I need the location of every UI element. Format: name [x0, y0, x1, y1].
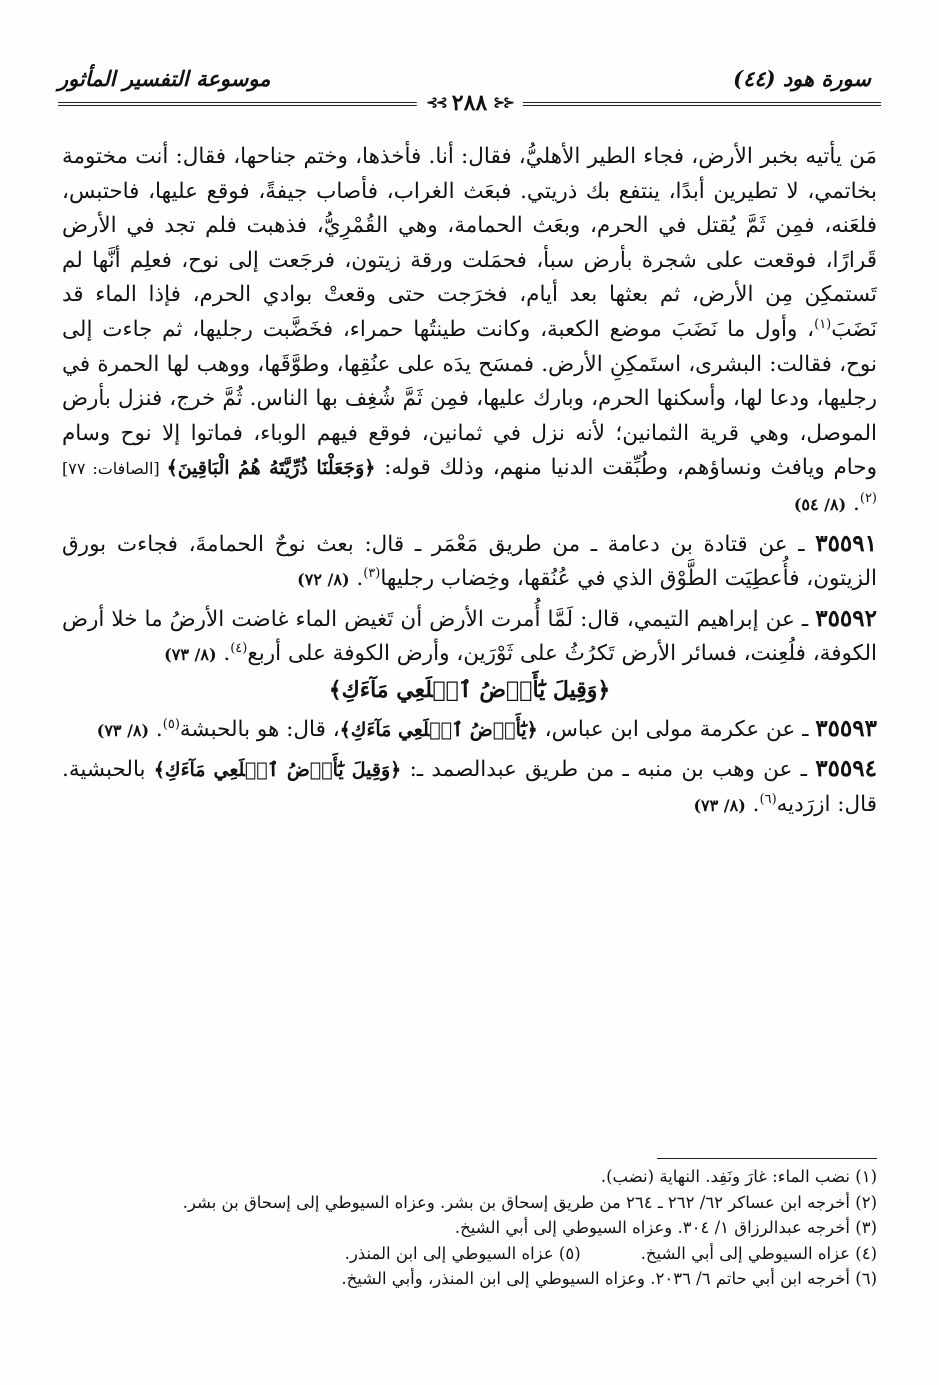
footnote-marker[interactable]: (٤): [230, 641, 248, 657]
volume-reference: (٨/ ٧٢): [297, 570, 350, 590]
ornament-left-icon: ⊱⊱: [426, 95, 446, 111]
quran-quote: ﴿وَقِيلَ يَٰٓأَرۡضُ ٱبۡلَعِي مَآءَكِ﴾: [153, 759, 402, 782]
volume-reference: (٨/ ٧٣): [693, 795, 746, 815]
ornament-right-icon: ⊰⊰: [493, 95, 513, 111]
narration-entry: ٣٥٥٩٣ ـ عن عكرمة مولى ابن عباس، ﴿يَٰٓأَرۡضُ ٱبۡلَعِي مَآءَكِ﴾، قال: هو بالحبشة$^{(٥)}$. (٨/ ٧٣): [96, 714, 877, 742]
entry-number: ٣٥٥٩٣: [815, 714, 877, 742]
entry-text: ـ عن قتادة بن دعامة ـ من طريق مَعْمَر ـ قال: بعث نوحٌ الحمامةَ، فجاءت بورق الزيتون، فأُعطِيَت الطَّوْق الذي في عُنُقها، وخِضاب رجليها: [62, 531, 877, 592]
footnote-line: (٢) أخرجه ابن عساكر ٦٢/ ٢٦٢ ـ ٢٦٤ من طريق إسحاق بن بشر. وعزاه السيوطي إلى إسحاق بن بشر.: [182, 1192, 877, 1212]
page-number: ٢٨٨: [451, 90, 488, 116]
footnote-marker[interactable]: (٥): [162, 716, 180, 732]
footnote-line-pair: [62, 1241, 877, 1267]
entry-number: ٣٥٥٩١: [815, 529, 877, 557]
footnote-marker[interactable]: (٦): [759, 791, 777, 807]
footnote-marker[interactable]: (١): [814, 316, 832, 332]
footnote-divider: [657, 1158, 877, 1159]
surah-title: سورة هود (٤٤): [733, 66, 871, 91]
narration-entry: ٣٥٥٩٢ ـ عن إبراهيم التيمي، قال: لَمَّا أُمرت الأرض أن تَغيض الماء غاضت الأرضُ ما خلا أرض الكوفة، فلُعِنت، فسائر الأرض تَكرُثُ على ثَوْرَين، وأرض الكوفة على أربع$^{(٤)}$. (٨/ ٧٣): [62, 604, 877, 667]
footnote-line: (١) نضب الماء: غارَ ونَفِد. النهاية (نضب).: [600, 1167, 877, 1186]
text-span: ، وأول ما نَضَبَ موضع الكعبة، وكانت طينتُها حمراء، فخَضَّبت رجليها، ثم جاءت إلى نوح، فقالت: البشرى، استَمكِنِ الأرض. فمسَح يدَه على عنُقِها، وطوَّقَها، ووهب لها الحمرة في رجليها، ودعا لها، وأسكنها الحرم، وبارك عليها، فمِن ثَمَّ شُغِف بها الناس. ثُمَّ خرج، فنزل بأرض الموصل، وهي قرية الثمانين؛ لأنه نزل في ثمانين، فوقع فيهم الوباء، فماتوا إلا نوح وسام وحام ويافث ونساؤهم، وطُبِّقت الدنيا منهم، وذلك قوله:: [62, 316, 877, 481]
narration-entry: ٣٥٥٩٤ ـ عن وهب بن منبه ـ من طريق عبدالصمد ـ: ﴿وَقِيلَ يَٰٓأَرۡضُ ٱبۡلَعِي مَآءَكِ﴾ بالحبشية. قال: ازرَديه$^{(٦)}$. (٨/ ٧٣): [62, 755, 877, 817]
footnote-item: (٤) عزاه السيوطي إلى أبي الشيخ.: [640, 1243, 877, 1263]
footnote-item: (٥) عزاه السيوطي إلى ابن المنذر.: [344, 1243, 581, 1263]
volume-reference: (٨/ ٥٤): [793, 494, 847, 514]
paragraph-continuation: مَن يأتيه بخبر الأرض، فجاء الطير الأهليُّ، فقال: أنا. فأخذها، وختم جناحها، فقال: أنت مختومة بخاتمي، لا تطيرين أبدًا، ينتفع بك ذريتي. فبعَث الغراب، فأصاب جيفةً، فوقع عليها، فاحتبس، فلعَنه، فمِن ثَمَّ يُقتل في الحرم، وبعَث الحمامة، وهي القُمْرِيُّ، فذهبت فلم تجد في الأرض قَرارًا، فوقعت على شجرة بأرض سبأ، فحمَلت ورقة زيتون، فرجَعت إلى نوح، فعلِم أنَّها لم تَستمكِن مِن الأرض، ثم بعثها بعد أيام، فخرَجت حتى وقعتْ بوادي الحرم، فإذا الماء قد نَضَبَ$^{(١)}$، وأول ما نَضَبَ موضع الكعبة، وكانت طينتُها حمراء، فخَضَّبت رجليها، ثم جاءت إلى نوح، فقالت: البشرى، استَمكِنِ الأرض. فمسَح يدَه على عنُقِها، وطوَّقَها، ووهب لها الحمرة في رجليها، ودعا لها، وأسكنها الحرم، وبارك عليها، فمِن ثَمَّ شُغِف بها الناس. ثُمَّ خرج، فنزل بأرض الموصل، وهي قرية الثمانين؛ لأنه نزل في ثمانين، فوقع فيهم الوباء، فماتوا إلا نوح وسام وحام ويافث ونساؤهم، وطُبِّقت الدنيا منهم، وذلك قوله: ﴿وَجَعَلْنَا ذُرِّيَّتَهُ هُمُ الْبَاقِينَ﴾ [الصافات: ٧٧]$^{(٢)}$. (٨/ ٥٤): [62, 144, 878, 516]
page-header: [58, 62, 881, 120]
footnote-line: (٣) أخرجه عبدالرزاق ١/ ٣٠٤. وعزاه السيوطي إلى أبي الشيخ.: [454, 1218, 877, 1237]
entry-text: بالحبشية. قال: ازرَديه: [62, 757, 877, 817]
entry-number: ٣٥٥٩٢: [815, 604, 877, 632]
narration-entry: ٣٥٥٩١ ـ عن قتادة بن دعامة ـ من طريق مَعْمَر ـ قال: بعث نوحٌ الحمامةَ، فجاءت بورق الزيتون، فأُعطِيَت الطَّوْق الذي في عُنُقها، وخِضاب رجليها$^{(٣)}$. (٨/ ٧٢): [62, 529, 877, 592]
entry-text: ـ عن عكرمة مولى ابن عباس،: [537, 716, 816, 742]
entry-text: ، قال: هو بالحبشة: [179, 716, 340, 742]
footnote-marker[interactable]: (٣): [363, 565, 381, 581]
volume-reference: (٨/ ٧٣): [164, 645, 217, 665]
verse-heading: ﴿وَقِيلَ يَٰٓأَرۡضُ ٱبۡلَعِي مَآءَكِ﴾: [328, 676, 611, 703]
quran-quote: ﴿يَٰٓأَرۡضُ ٱبۡلَعِي مَآءَكِ﴾: [339, 718, 538, 741]
footnote-marker[interactable]: (٢): [859, 490, 877, 506]
entry-text: ـ عن إبراهيم التيمي، قال: لَمَّا أُمرت الأرض أن تَغيض الماء غاضت الأرضُ ما خلا أرض الكوفة، فلُعِنت، فسائر الأرض تَكرُثُ على ثَوْرَين، وأرض الكوفة على أربع: [62, 606, 877, 667]
entry-number: ٣٥٥٩٤: [815, 755, 877, 783]
quran-quote: ﴿وَجَعَلْنَا ذُرِّيَّتَهُ هُمُ الْبَاقِينَ﴾: [166, 457, 376, 480]
text-span: مَن يأتيه بخبر الأرض، فجاء الطير الأهليُّ، فقال: أنا. فأخذها، وختم جناحها، فقال: أنت مختومة بخاتمي، لا تطيرين أبدًا، ينتفع بك ذريتي. فبعَث الغراب، فأصاب جيفةً، فوقع عليها، فاحتبس، فلعَنه، فمِن ثَمَّ يُقتل في الحرم، وبعَث الحمامة، وهي القُمْرِيُّ، فذهبت فلم تجد في الأرض قَرارًا، فوقعت على شجرة بأرض سبأ، فحمَلت ورقة زيتون، فرجَعت إلى نوح، فعلِم أنَّها لم تَستمكِن مِن الأرض، ثم بعثها بعد أيام، فخرَجت حتى وقعتْ بوادي الحرم، فإذا الماء قد نَضَبَ: [62, 144, 878, 342]
footnote-line: (٦) أخرجه ابن أبي حاتم ٦/ ٢٠٣٦. وعزاه السيوطي إلى ابن المنذر، وأبي الشيخ.: [341, 1269, 877, 1288]
quran-source: [الصافات: ٧٧]: [62, 459, 167, 479]
main-text: [62, 140, 877, 823]
page-number-box: [416, 90, 522, 116]
book-title: موسوعة التفسير المأثور: [58, 66, 271, 91]
volume-reference: (٨/ ٧٣): [96, 720, 150, 740]
entry-text: ـ عن وهب بن منبه ـ من طريق عبدالصمد ـ:: [401, 757, 816, 783]
footnotes: [62, 1164, 877, 1292]
